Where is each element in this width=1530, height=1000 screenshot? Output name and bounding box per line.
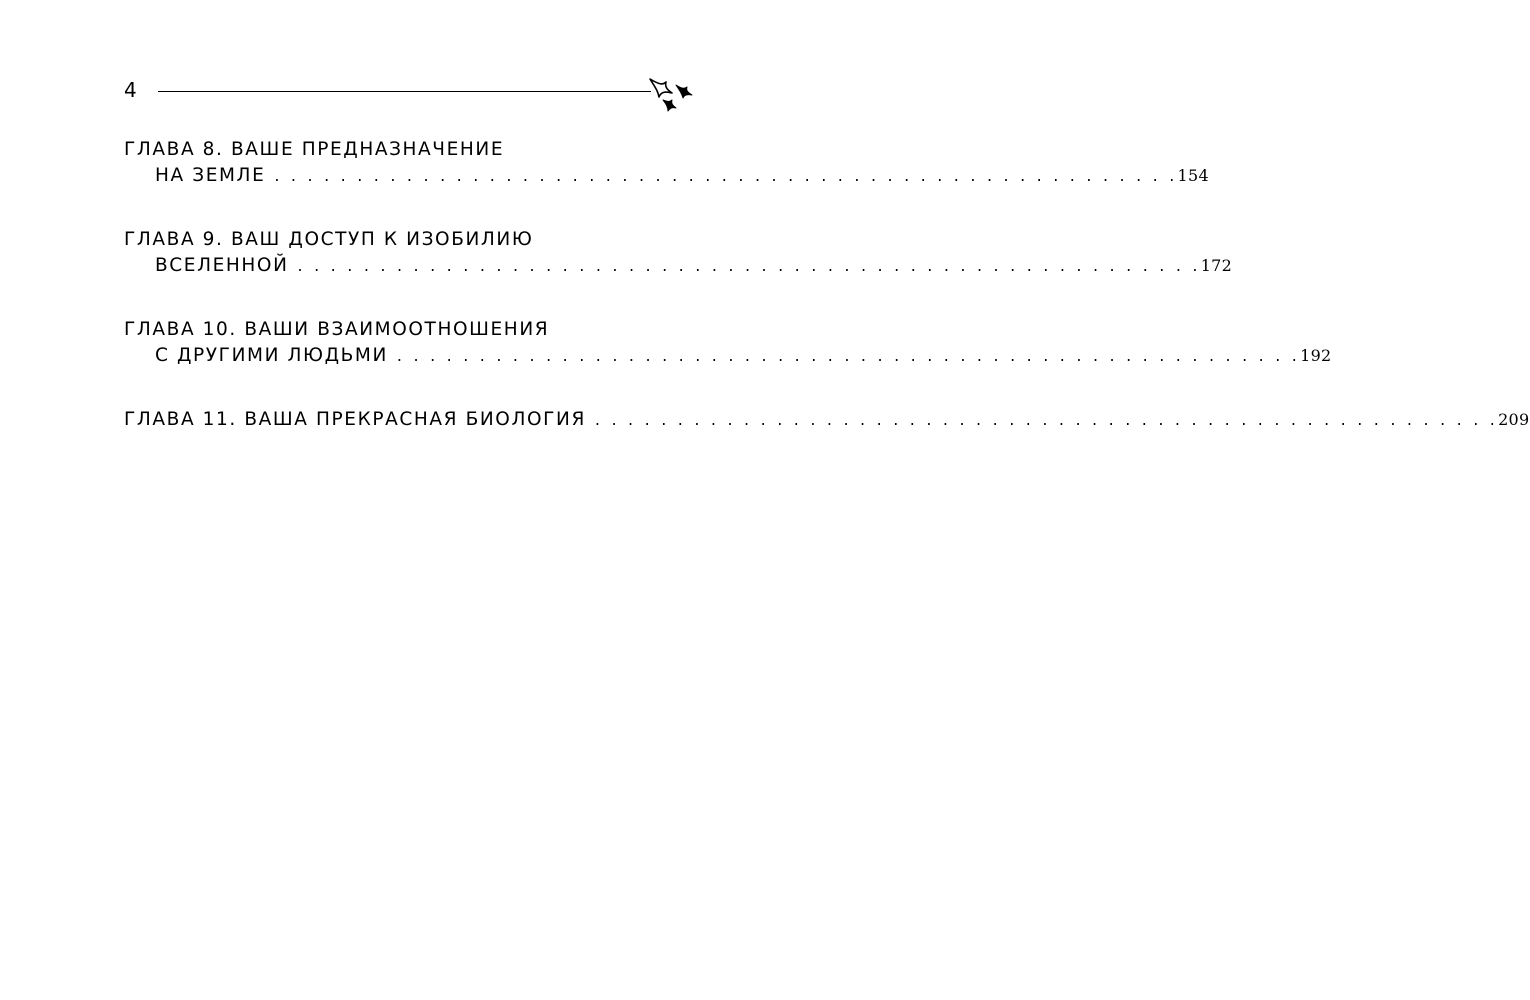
toc-entry-title-line [124, 407, 1530, 433]
toc-entry-continuation-line [124, 343, 1332, 369]
toc-leader-dots: . . . . . . . . . . . . . . . . . . . . . . . . . . . . . . . . . . . . . . . . . . . . . . . . . . . . . . . [396, 346, 1301, 365]
toc-leader-dots: . . . . . . . . . . . . . . . . . . . . . . . . . . . . . . . . . . . . . . . . . . . . . . . . . . . . . . . [274, 166, 1178, 185]
toc-leader-dots: . . . . . . . . . . . . . . . . . . . . . . . . . . . . . . . . . . . . . . . . . . . . . . . . . . . . . . . [594, 410, 1499, 429]
toc-chapter-title-continuation: С ДРУГИМИ ЛЮДЬМИ [155, 345, 388, 366]
toc-entry-continuation-line [124, 253, 1233, 279]
toc-chapter-title-continuation: НА ЗЕМЛЕ [155, 165, 266, 186]
toc-chapter-title: ГЛАВА 11. ВАША ПРЕКРАСНАЯ БИОЛОГИЯ [124, 409, 586, 430]
toc-chapter-title-continuation: ВСЕЛЕННОЙ [155, 255, 289, 276]
toc-chapter-title: ГЛАВА 10. ВАШИ ВЗАИМООТНОШЕНИЯ [124, 319, 550, 340]
toc-chapter-title: ГЛАВА 8. ВАШЕ ПРЕДНАЗНАЧЕНИЕ [124, 139, 505, 160]
header-rule [158, 91, 651, 92]
toc-entry-title-line [124, 317, 694, 343]
toc-leader-dots: . . . . . . . . . . . . . . . . . . . . . . . . . . . . . . . . . . . . . . . . . . . . . . . . . . . . . . . [297, 256, 1201, 275]
toc-entry-chapter-10[interactable] [124, 317, 1332, 407]
toc-entry-continuation-line [124, 163, 1209, 189]
toc-page-number: 209 [1498, 410, 1530, 429]
toc-page-number: 192 [1300, 346, 1332, 365]
toc-entry-chapter-9[interactable] [124, 227, 1233, 317]
toc-entry-chapter-8[interactable] [124, 137, 1209, 227]
toc-entry-chapter-11[interactable] [124, 407, 1530, 497]
toc-entry-title-line [124, 137, 694, 163]
toc-chapter-title: ГЛАВА 9. ВАШ ДОСТУП К ИЗОБИЛИЮ [124, 229, 534, 250]
stars-ornament-icon [646, 76, 698, 112]
toc-entry-title-line [124, 227, 694, 253]
table-of-contents [124, 137, 1530, 497]
toc-page-number: 154 [1177, 166, 1209, 185]
page-number: 4 [124, 78, 137, 102]
page-header [124, 76, 700, 112]
toc-page-number: 172 [1200, 256, 1233, 275]
